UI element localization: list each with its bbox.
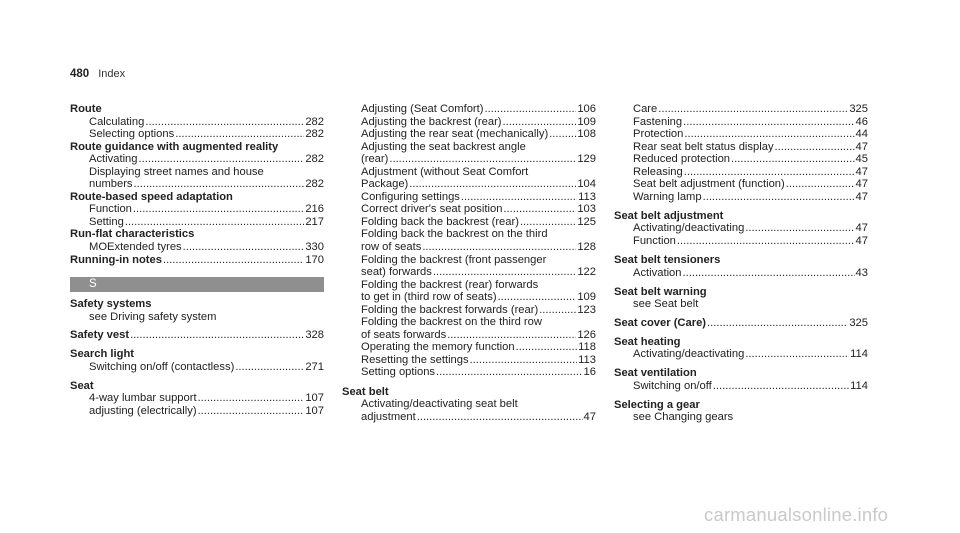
index-column-1: [70, 103, 324, 417]
index-heading-belt-adjustment: Seat belt adjustment: [614, 209, 724, 222]
index-heading-runflat: Run-flat characteristics: [70, 228, 195, 241]
index-entry[interactable]: Function ..... 216: [70, 203, 324, 216]
index-entry[interactable]: Switching on/off ..... 114: [614, 380, 868, 393]
index-entry[interactable]: Folding back the backrest (rear) ..... 125: [342, 216, 596, 229]
index-entry[interactable]: Operating the memory function ..... 118: [342, 341, 596, 354]
index-entry[interactable]: Activating/deactivating ..... 47: [614, 222, 868, 235]
index-entry[interactable]: Care ..... 325: [614, 103, 868, 116]
index-entry[interactable]: Correct driver's seat position ..... 103: [342, 203, 596, 216]
index-entry[interactable]: Fastening ..... 46: [614, 116, 868, 129]
index-entry-line: Folding the backrest (front passenger: [361, 253, 547, 266]
see-reference[interactable]: see Driving safety system: [89, 310, 217, 323]
index-entry[interactable]: Rear seat belt status display ..... 47: [614, 141, 868, 154]
index-entry[interactable]: Folding the backrest forwards (rear) ..... 123: [342, 304, 596, 317]
index-entry-seat-cover[interactable]: Seat cover (Care) ..... 325: [614, 317, 868, 330]
index-entry[interactable]: Adjusting (Seat Comfort) ..... 106: [342, 103, 596, 116]
index-entry[interactable]: Activation ..... 43: [614, 267, 868, 280]
index-column-2: [342, 103, 596, 423]
index-heading-belt-warning: Seat belt warning: [614, 285, 707, 298]
index-entry-safety-vest[interactable]: Safety vest ..... 328: [70, 329, 324, 342]
index-entry-line: Folding the backrest (rear) forwards: [361, 278, 539, 291]
letter-section-bar: S: [70, 277, 324, 292]
index-entry[interactable]: to get in (third row of seats) ..... 109: [342, 291, 596, 304]
index-heading-seat-ventilation: Seat ventilation: [614, 367, 697, 380]
index-entry[interactable]: adjusting (electrically) ..... 107: [70, 405, 324, 418]
page-header: [70, 68, 125, 80]
index-entry[interactable]: Configuring settings ..... 113: [342, 191, 596, 204]
index-entry[interactable]: Selecting options ..... 282: [70, 128, 324, 141]
index-heading-route: Route: [70, 103, 102, 115]
see-reference[interactable]: see Seat belt: [633, 298, 699, 311]
index-entry-line: Activating/deactivating seat belt: [361, 398, 518, 411]
index-entry[interactable]: adjustment ..... 47: [342, 411, 596, 424]
index-entry-line: Adjusting the seat backrest angle: [361, 140, 526, 153]
index-entry-line: Adjustment (without Seat Comfort: [361, 165, 529, 178]
index-entry[interactable]: Protection ..... 44: [614, 128, 868, 141]
index-entry[interactable]: numbers ..... 282: [70, 178, 324, 191]
index-heading-seat-belt: Seat belt: [342, 385, 389, 398]
index-column-3: [614, 103, 868, 424]
index-heading-route-guidance: Route guidance with augmented reality: [70, 140, 279, 153]
index-heading-selecting-gear: Selecting a gear: [614, 398, 700, 411]
index-entry[interactable]: Resetting the settings ..... 113: [342, 354, 596, 367]
index-entry[interactable]: Warning lamp ..... 47: [614, 191, 868, 204]
index-heading-route-speed: Route-based speed adaptation: [70, 190, 233, 203]
section-label: Index: [98, 68, 126, 80]
index-entry[interactable]: Seat belt adjustment (function) ..... 47: [614, 178, 868, 191]
index-entry[interactable]: Releasing ..... 47: [614, 166, 868, 179]
index-entry[interactable]: Switching on/off (contactless) ..... 271: [70, 361, 324, 374]
index-entry-line: Folding the backrest on the third row: [361, 316, 542, 329]
index-heading-belt-tensioners: Seat belt tensioners: [614, 254, 721, 267]
index-heading-seat-heating: Seat heating: [614, 335, 681, 348]
index-entry[interactable]: seat) forwards ..... 122: [342, 266, 596, 279]
index-entry[interactable]: (rear) ..... 129: [342, 153, 596, 166]
watermark-text: carmanualsonline.info: [704, 504, 889, 525]
index-entry[interactable]: 4-way lumbar support ..... 107: [70, 392, 324, 405]
index-heading-seat: Seat: [70, 379, 94, 392]
index-entry[interactable]: Function ..... 47: [614, 235, 868, 248]
index-entry[interactable]: MOExtended tyres ..... 330: [70, 241, 324, 254]
index-heading-safety-systems: Safety systems: [70, 298, 152, 311]
index-entry-line: Folding back the backrest on the third: [361, 228, 548, 241]
index-entry[interactable]: Package) ..... 104: [342, 178, 596, 191]
index-entry[interactable]: Adjusting the backrest (rear) ..... 109: [342, 116, 596, 129]
index-entry[interactable]: Setting options ..... 16: [342, 366, 596, 379]
index-entry[interactable]: Setting ..... 217: [70, 216, 324, 229]
index-entry[interactable]: Adjusting the rear seat (mechanically) ..... 108: [342, 128, 596, 141]
index-entry[interactable]: row of seats ..... 128: [342, 241, 596, 254]
index-entry-line: Displaying street names and house: [89, 165, 264, 178]
index-entry[interactable]: of seats forwards ..... 126: [342, 329, 596, 342]
index-heading-search-light: Search light: [70, 348, 135, 361]
index-entry[interactable]: Reduced protection ..... 45: [614, 153, 868, 166]
index-entry[interactable]: Activating ..... 282: [70, 153, 324, 166]
page-number: 480: [70, 68, 90, 80]
index-entry-running-in[interactable]: Running-in notes ..... 170: [70, 254, 324, 267]
see-reference[interactable]: see Changing gears: [633, 411, 734, 424]
index-entry[interactable]: Calculating ..... 282: [70, 116, 324, 129]
index-entry[interactable]: Activating/deactivating ..... 114: [614, 348, 868, 361]
